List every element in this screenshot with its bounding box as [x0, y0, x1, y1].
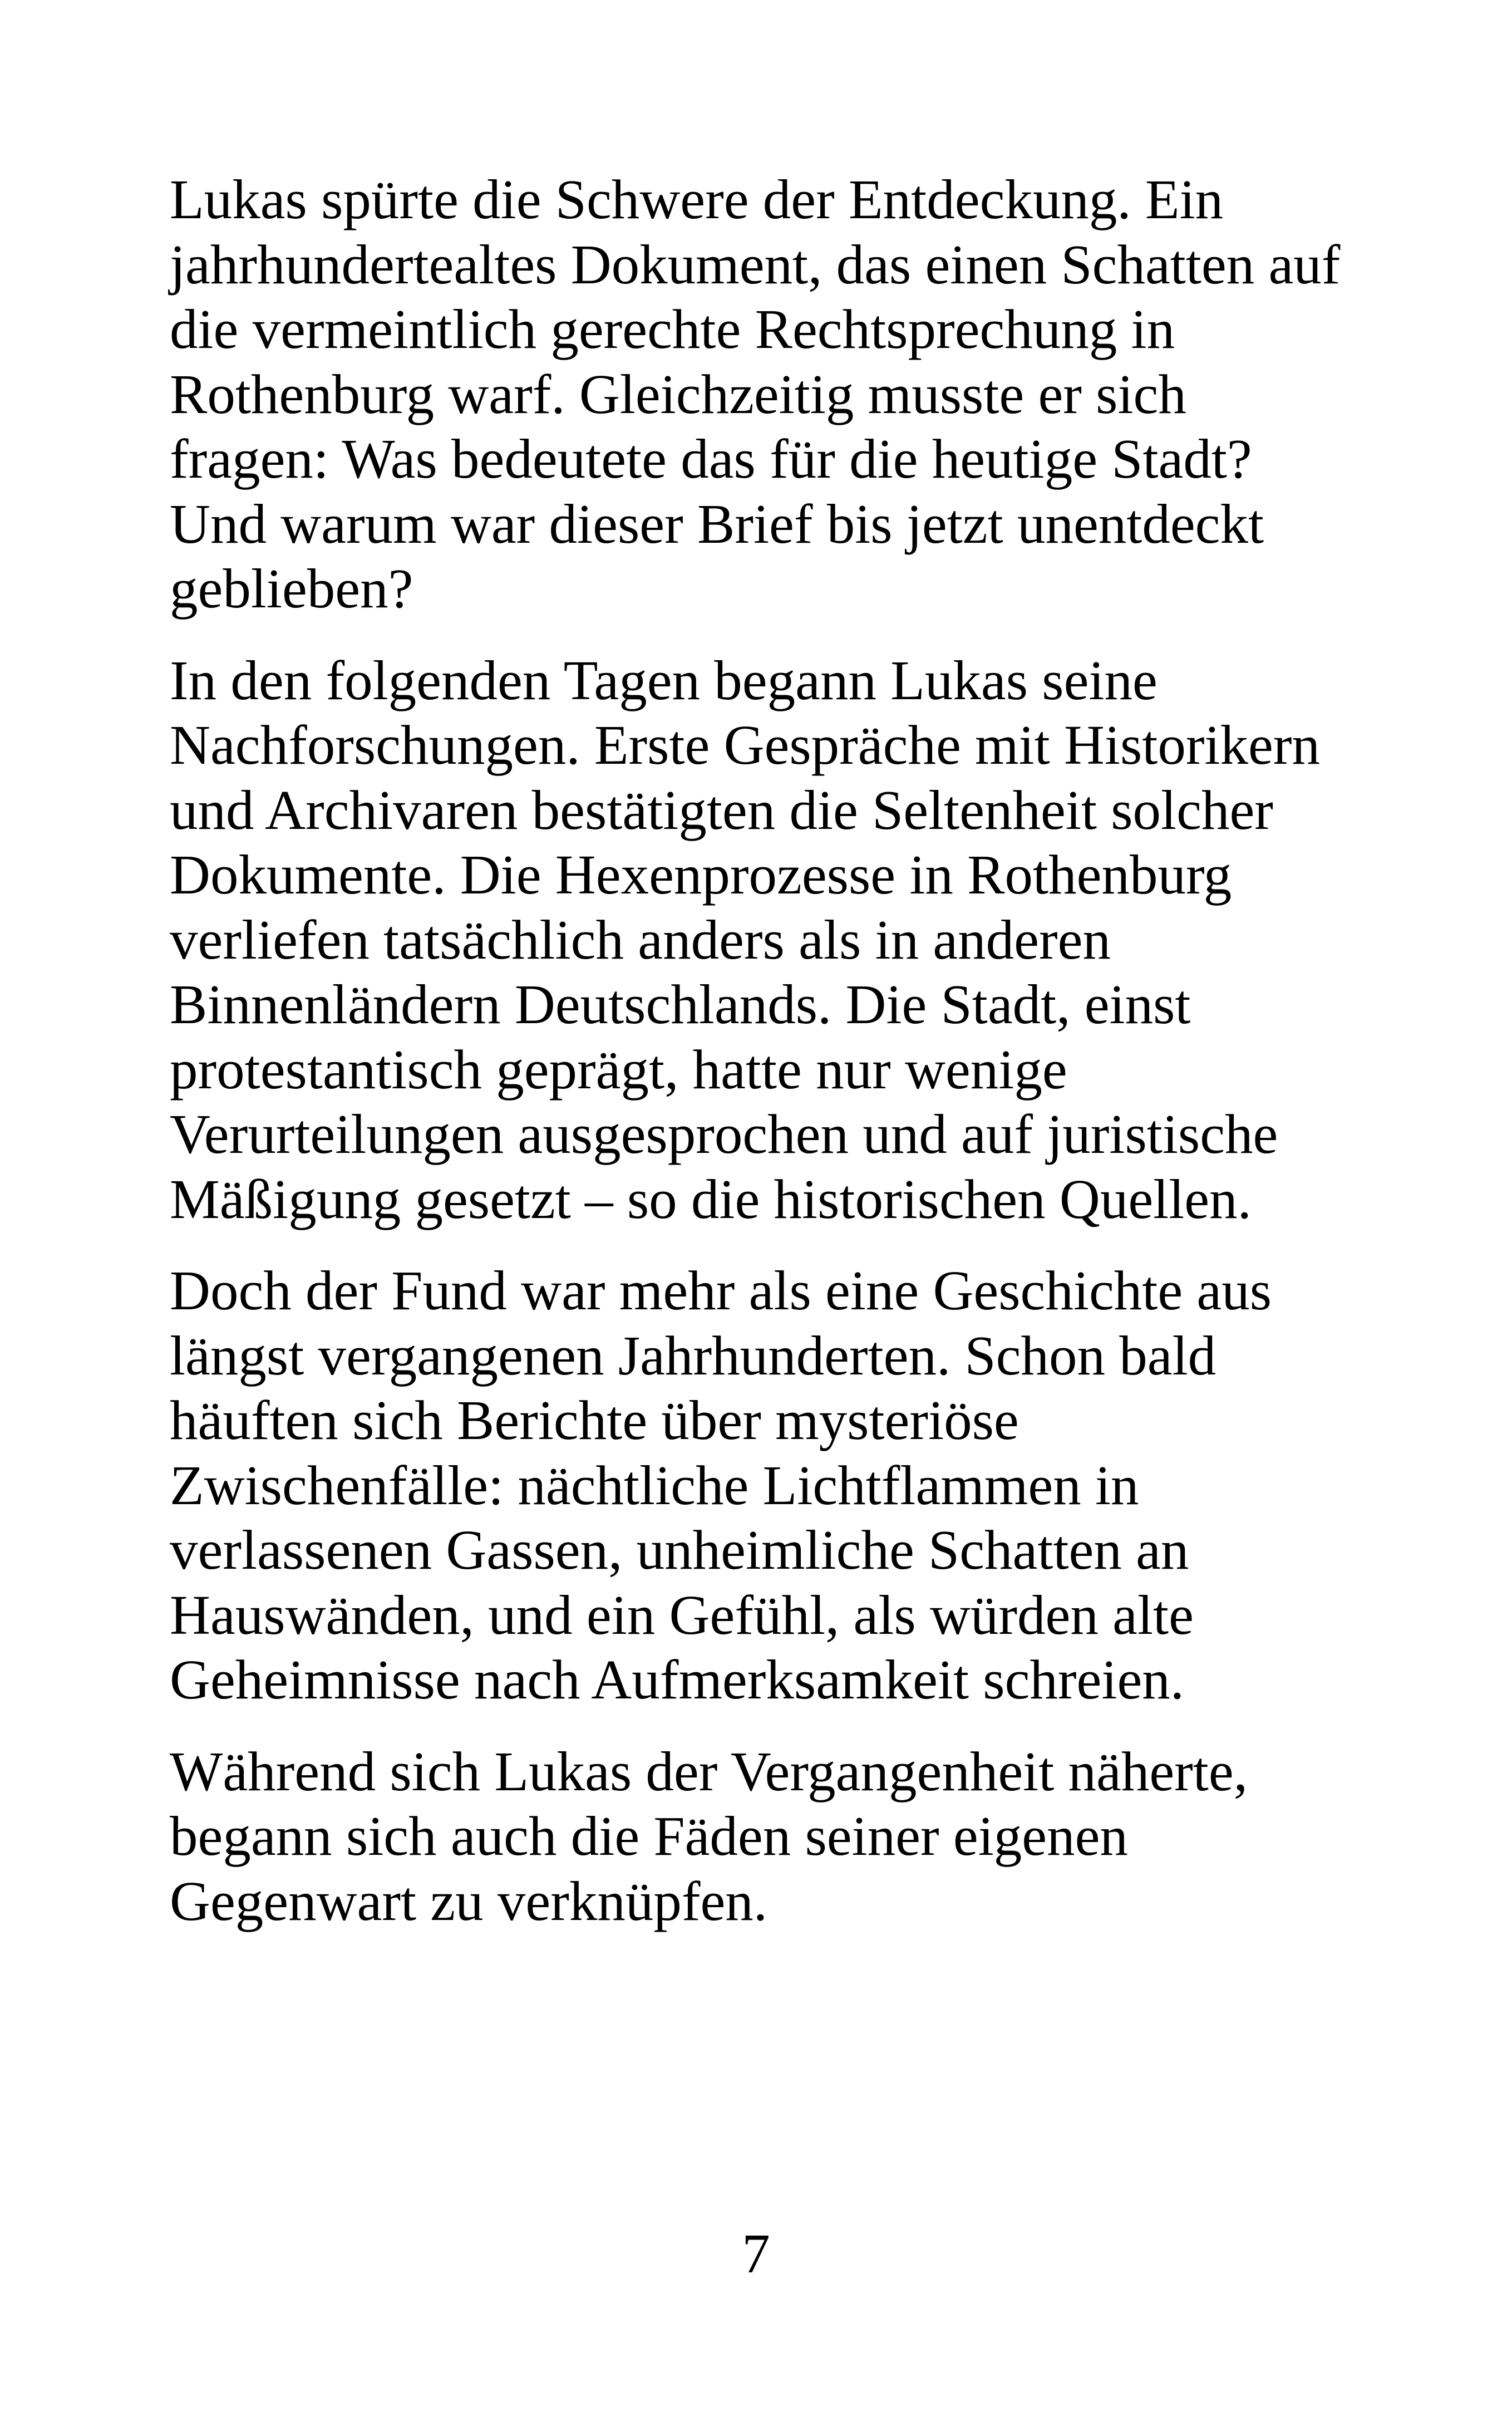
text-line: verliefen tatsächlich anders als in anderen [170, 908, 1111, 971]
text-line: verlassenen Gassen, unheimliche Schatten an [170, 1519, 1189, 1581]
text-line: Während sich Lukas der Vergangenheit näherte, [170, 1740, 1248, 1803]
text-line: Binnenländern Deutschlands. Die Stadt, einst [170, 973, 1191, 1035]
paragraph-2 [170, 648, 1372, 1232]
text-line: Geheimnisse nach Aufmerksamkeit schreien. [170, 1648, 1185, 1711]
text-line: geblieben? [170, 557, 413, 620]
text-line: häuften sich Berichte über mysteriöse [170, 1389, 1019, 1451]
text-line: Zwischenfälle: nächtliche Lichtflammen in [170, 1453, 1139, 1516]
page-number: 7 [742, 2222, 770, 2285]
text-line: Nachforschungen. Erste Gespräche mit Historikern [170, 714, 1320, 776]
text-line: Hauswänden, und ein Gefühl, als würden alte [170, 1583, 1194, 1646]
text-line: In den folgenden Tagen begann Lukas seine [170, 649, 1158, 711]
text-line: längst vergangenen Jahrhunderten. Schon bald [170, 1324, 1217, 1387]
text-line: Mäßigung gesetzt – so die historischen Quellen. [170, 1167, 1252, 1230]
body-text [170, 167, 1372, 1933]
text-line: Verurteilungen ausgesprochen und auf juristische [170, 1103, 1278, 1165]
paragraph-3 [170, 1258, 1372, 1712]
text-line: begann sich auch die Fäden seiner eigenen [170, 1805, 1128, 1867]
paragraph-1 [170, 167, 1372, 621]
text-line: jahrhundertealtes Dokument, das einen Schatten auf [170, 233, 1341, 296]
text-line: und Archivaren bestätigten die Seltenheit solcher [170, 778, 1273, 841]
text-line: Lukas spürte die Schwere der Entdeckung. Ein [170, 168, 1224, 230]
text-line: Doch der Fund war mehr als eine Geschichte aus [170, 1259, 1272, 1322]
paragraph-4 [170, 1739, 1372, 1934]
text-line: protestantisch geprägt, hatte nur wenige [170, 1038, 1067, 1101]
text-line: die vermeintlich gerechte Rechtsprechung in [170, 298, 1175, 360]
text-line: Dokumente. Die Hexenprozesse in Rothenburg [170, 843, 1232, 906]
text-line: Und warum war dieser Brief bis jetzt unentdeckt [170, 492, 1264, 555]
text-line: Gegenwart zu verknüpfen. [170, 1869, 768, 1932]
text-line: Rothenburg warf. Gleichzeitig musste er sich [170, 362, 1186, 425]
text-line: fragen: Was bedeutete das für die heutige Stadt? [170, 428, 1252, 490]
